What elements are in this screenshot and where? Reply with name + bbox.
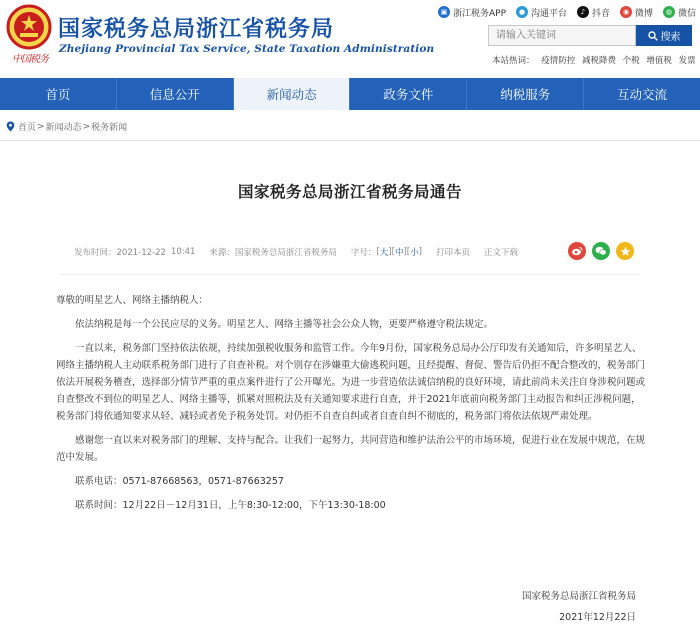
favorite-share-icon[interactable] — [616, 242, 634, 260]
greeting: 尊敬的明星艺人、网络主播纳税人： — [56, 295, 209, 306]
signature-date: 2021年12月22日 — [559, 612, 636, 623]
top-link-wechat[interactable] — [663, 6, 696, 19]
article-meta: 发布时间：2021-12-22 10:41 来源：国家税务总局浙江省税务局 字号： [ 大 ] [ 中 ] [ 小 ] 打印本页 正文下载 — [74, 247, 518, 258]
wechat-icon: ◍ — [663, 6, 675, 18]
breadcrumb-home[interactable]: 首页 — [18, 123, 37, 133]
top-link-weibo[interactable] — [620, 6, 653, 19]
paragraph: 一直以来，税务部门坚持依法依规，持续加强税收服务和监管工作。今年9月份，国家税务总局办公厅印发有关通知后，许多明星艺人、网络主播纳税人主动联系税务部门进行了自查补税。对个别存在涉嫌重大偷逃税问题，且经提醒、督促、警告后仍拒不配合整改的，税务部门依法开展税务稽查，选择部分情节严重的重点案件进行了公开曝光。为进一步营造依法诚信纳税的良好环境，请此前尚未关注自身涉税问题或自查整改不到位的明星艺人、网络主播等，抓紧对照税法及有关通知要求进行自查，并于2021年底前向税务部门主动报告和纠正涉税问题，税务部门将依通知要求从轻、减轻或者免予税务处罚。对仍拒不自查自纠或者自查自纠不彻底的，税务部门将依法依规严肃处理。 — [56, 343, 646, 422]
hot-word-link[interactable]: 疫情防控 — [541, 56, 576, 66]
hot-words — [492, 54, 700, 66]
breadcrumb-tax-news[interactable]: 税务新闻 — [91, 123, 128, 133]
font-size-medium-button[interactable]: 中 — [394, 248, 404, 258]
breadcrumb — [6, 120, 127, 133]
search-button-label: 搜索 — [660, 32, 681, 43]
breadcrumb-news[interactable]: 新闻动态 — [45, 123, 82, 133]
breadcrumb-separator: > — [82, 121, 91, 132]
douyin-icon: ♪ — [577, 6, 589, 18]
hot-word-link[interactable]: 减税降费 — [581, 56, 616, 66]
top-link-label: 沟通平台 — [531, 8, 568, 19]
wechat-share-icon[interactable] — [592, 242, 610, 260]
search-input[interactable] — [488, 25, 636, 46]
article-source: 来源：国家税务总局浙江省税务局 — [209, 248, 337, 258]
top-link-label: 浙江税务APP — [453, 8, 507, 19]
font-size-large-button[interactable]: 大 — [379, 248, 389, 258]
chat-icon: ● — [516, 6, 528, 18]
publish-time: 10:41 — [170, 247, 196, 257]
top-link-label: 微博 — [635, 8, 654, 19]
article-title: 国家税务总局浙江省税务局通告 — [237, 183, 462, 201]
site-title[interactable]: 国家税务总局浙江省税务局 — [58, 17, 335, 42]
search-icon — [648, 31, 658, 41]
paragraph: 依法纳税是每一个公民应尽的义务。明星艺人、网络主播等社会公众人物，更要严格遵守税法规定。 — [75, 319, 494, 330]
site-title-english: Zhejiang Provincial Tax Service, State Taxation Administration — [59, 43, 435, 55]
nav-item-interaction[interactable]: 互动交流 — [617, 87, 668, 102]
nav-item-policy-documents[interactable]: 政务文件 — [350, 78, 467, 110]
meta-divider — [60, 274, 640, 275]
app-icon: ▣ — [438, 6, 450, 18]
paragraph: 感谢您一直以来对税务部门的理解、支持与配合。让我们一起努力，共同营造和维护法治公平的市场环境，促进行业在发展中规范，在规范中发展。 — [56, 435, 646, 463]
article-body — [56, 292, 646, 521]
main-nav — [0, 78, 700, 110]
site-header — [0, 0, 700, 78]
top-link-communication[interactable] — [516, 6, 567, 19]
weibo-icon: ◉ — [620, 6, 632, 18]
nav-item-news[interactable]: 新闻动态 — [234, 78, 351, 110]
contact-phone: 联系电话：0571-87668563，0571-87663257 — [75, 476, 284, 487]
publish-date: 发布时间：2021-12-22 — [74, 248, 166, 258]
hot-word-link[interactable]: 发票 — [678, 56, 696, 66]
nav-item-info-disclosure[interactable]: 信息公开 — [117, 78, 234, 110]
nav-item-home[interactable]: 首页 — [0, 78, 117, 110]
location-pin-icon — [6, 121, 15, 132]
hot-word-link[interactable]: 个税 — [622, 56, 640, 66]
print-page-button[interactable]: 打印本页 — [435, 248, 470, 258]
search-button[interactable] — [636, 25, 692, 46]
contact-hours: 联系时间：12月22日－12月31日，上午8:30-12:00，下午13:30-18:00 — [75, 500, 386, 511]
breadcrumb-divider — [0, 140, 700, 141]
top-link-label: 抖音 — [592, 8, 611, 19]
font-size-small-button[interactable]: 小 — [410, 248, 419, 258]
breadcrumb-separator: > — [37, 121, 45, 132]
nav-item-tax-services[interactable]: 纳税服务 — [467, 78, 584, 110]
top-links — [438, 4, 700, 20]
top-link-douyin[interactable] — [577, 6, 610, 19]
hot-word-link[interactable]: 增值税 — [646, 56, 672, 66]
signature-org: 国家税务总局浙江省税务局 — [521, 591, 636, 602]
weibo-share-icon[interactable] — [568, 242, 586, 260]
font-size-label: 字号： — [350, 248, 377, 258]
top-link-app[interactable] — [438, 6, 506, 19]
download-text-button[interactable]: 正文下载 — [483, 248, 518, 258]
top-link-label: 微信 — [678, 8, 697, 19]
tax-emblem-icon[interactable] — [6, 4, 52, 50]
emblem-caption: 中国税务 — [12, 54, 48, 65]
hot-words-label: 本站热词： — [492, 56, 535, 66]
